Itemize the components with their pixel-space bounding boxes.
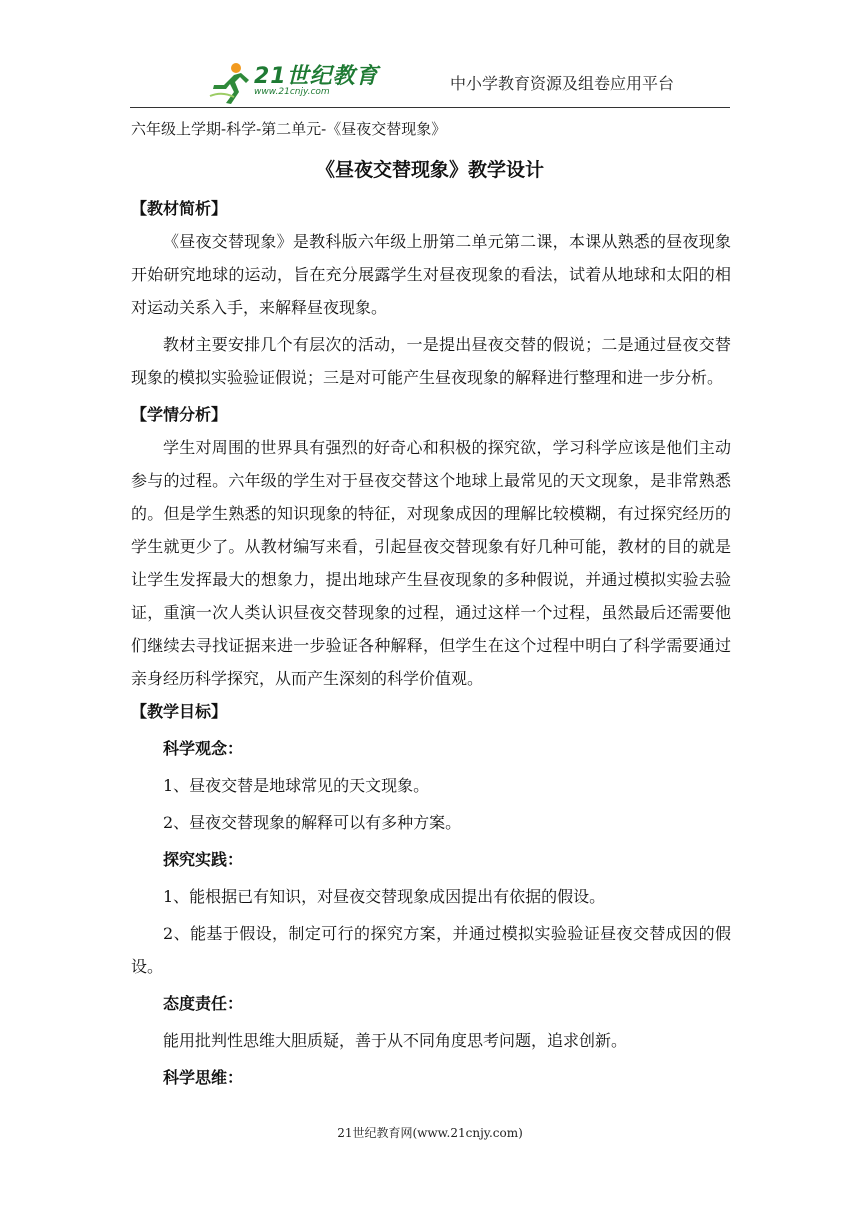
logo-url: www.21cnjy.com xyxy=(254,87,330,97)
subheading-concept: 科学观念： xyxy=(163,739,244,758)
running-figure-icon xyxy=(208,61,252,105)
section-heading-analysis: 【教材简析】 xyxy=(131,199,228,218)
page-title: 《昼夜交替现象》教学设计 xyxy=(315,159,544,181)
breadcrumb: 六年级上学期-科学-第二单元-《昼夜交替现象》 xyxy=(131,120,447,138)
platform-name: 中小学教育资源及组卷应用平台 xyxy=(450,74,675,93)
list-item: 能用批判性思维大胆质疑，善于从不同角度思考问题，追求创新。 xyxy=(163,1031,628,1050)
section-heading-goals: 【教学目标】 xyxy=(131,702,228,721)
list-item: 1、能根据已有知识，对昼夜交替现象成因提出有依据的假设。 xyxy=(163,887,606,906)
list-item: 1、昼夜交替是地球常见的天文现象。 xyxy=(163,776,430,795)
list-item: 2、昼夜交替现象的解释可以有多种方案。 xyxy=(163,813,462,832)
logo-wordmark: 21世纪教育 xyxy=(254,64,379,89)
paragraph: 学生对周围的世界具有强烈的好奇心和积极的探究欲，学习科学应该是他们主动参与的过程。六年级的学生对于昼夜交替这个地球上最常见的天文现象，是非常熟悉的。但是学生熟悉的知识现象的特征，对现象成因的理解比较模糊，有过探究经历的学生就更少了。从教材编写来看，引起昼夜交替现象有好几种可能，教材的目的就是让学生发挥最大的想象力，提出地球产生昼夜现象的多种假说，并通过模拟实验去验证，重演一次人类认识昼夜交替现象的过程，通过这样一个过程，虽然最后还需要他们继续去寻找证据来进一步验证各种解释，但学生在这个过程中明白了科学需要通过亲身经历科学探究，从而产生深刻的科学价值观。 xyxy=(131,438,731,688)
header-divider xyxy=(130,107,730,108)
list-item: 2、能基于假设，制定可行的探究方案，并通过模拟实验验证昼夜交替成因的假设。 xyxy=(131,924,731,976)
paragraph: 教材主要安排几个有层次的活动，一是提出昼夜交替的假说；二是通过昼夜交替现象的模拟实验验证假说；三是对可能产生昼夜现象的解释进行整理和进一步分析。 xyxy=(131,335,731,387)
section-heading-students: 【学情分析】 xyxy=(131,405,228,424)
paragraph: 《昼夜交替现象》是教科版六年级上册第二单元第二课，本课从熟悉的昼夜现象开始研究地球的运动，旨在充分展露学生对昼夜现象的看法，试着从地球和太阳的相对运动关系入手，来解释昼夜现象。 xyxy=(131,232,731,317)
subheading-practice: 探究实践： xyxy=(163,850,244,869)
page-footer: 21世纪教育网(www.21cnjy.com) xyxy=(337,1126,523,1140)
subheading-attitude: 态度责任： xyxy=(163,994,244,1013)
document-body xyxy=(131,192,731,1094)
site-logo[interactable] xyxy=(208,61,398,105)
subheading-thinking: 科学思维： xyxy=(163,1068,244,1087)
page-header xyxy=(130,55,730,107)
